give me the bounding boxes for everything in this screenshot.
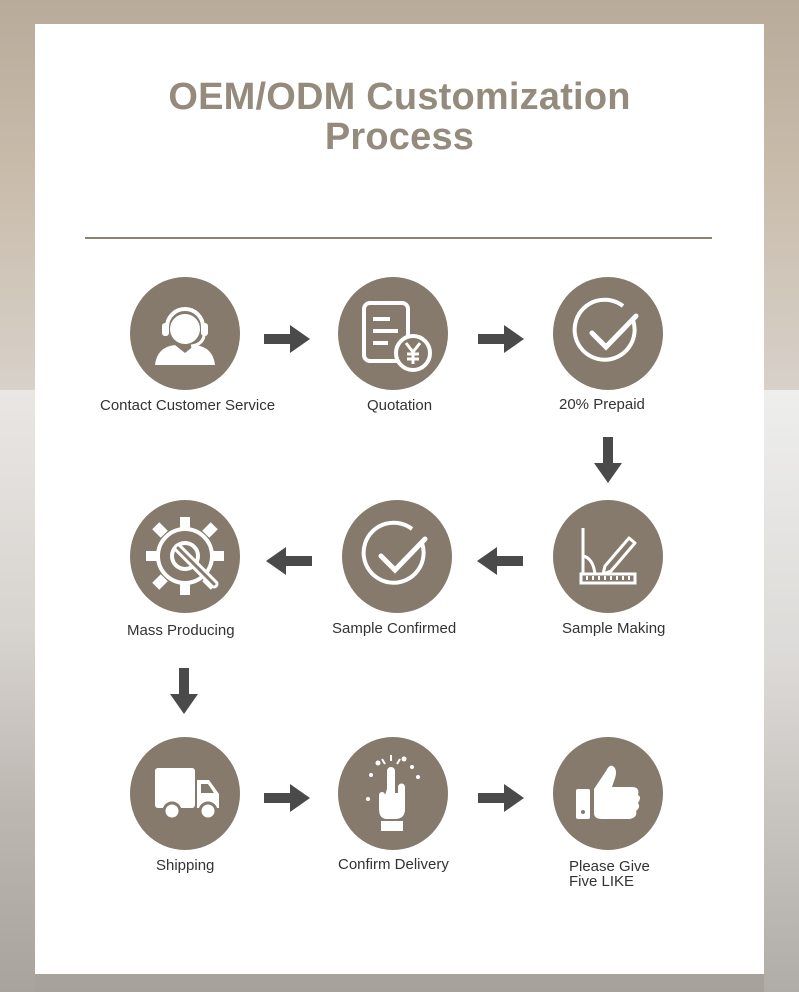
step-label-please-give-five-like	[569, 859, 669, 889]
title-divider	[85, 237, 712, 239]
step-contact-customer-service	[130, 277, 240, 390]
step-label-contact-customer-service: Contact Customer Service	[100, 397, 276, 414]
step-confirm-delivery	[338, 737, 448, 850]
step-shipping	[130, 737, 240, 850]
invoice-yen-icon	[338, 277, 448, 390]
background-left-strip	[0, 390, 35, 992]
step-mass-producing	[130, 500, 240, 613]
step-label-shipping: Shipping	[156, 857, 215, 874]
step-20-prepaid	[553, 277, 663, 390]
thumbs-up-icon	[553, 737, 663, 850]
arrow-left-icon	[477, 547, 523, 575]
label-line-1: Please Give	[569, 858, 650, 875]
arrow-down-icon	[170, 668, 198, 714]
gear-wrench-icon	[130, 500, 240, 613]
drafting-pen-ruler-icon	[553, 500, 663, 613]
headset-agent-icon	[130, 277, 240, 390]
checkmark-circle-icon	[553, 277, 663, 390]
step-sample-making	[553, 500, 663, 613]
label-line-2: Five LIKE	[569, 873, 635, 890]
step-please-give-five-like	[553, 737, 663, 850]
title-line-2: Process	[324, 116, 475, 158]
step-quotation	[338, 277, 448, 390]
arrow-left-icon	[266, 547, 312, 575]
checkmark-circle-icon	[342, 500, 452, 613]
page-title	[0, 77, 799, 157]
step-label-sample-confirmed: Sample Confirmed	[332, 620, 457, 637]
step-label-20-prepaid: 20% Prepaid	[559, 396, 645, 413]
step-label-mass-producing: Mass Producing	[127, 622, 235, 639]
title-line-1: OEM/ODM Customization	[168, 76, 631, 118]
background-right-strip	[764, 390, 799, 992]
step-label-sample-making: Sample Making	[562, 620, 666, 637]
arrow-right-icon	[478, 784, 524, 812]
arrow-right-icon	[264, 325, 310, 353]
arrow-right-icon	[264, 784, 310, 812]
hand-tap-icon	[338, 737, 448, 850]
step-label-confirm-delivery: Confirm Delivery	[338, 856, 449, 873]
step-sample-confirmed	[342, 500, 452, 613]
arrow-right-icon	[478, 325, 524, 353]
step-label-quotation: Quotation	[367, 397, 433, 414]
delivery-truck-icon	[130, 737, 240, 850]
arrow-down-icon	[594, 437, 622, 483]
